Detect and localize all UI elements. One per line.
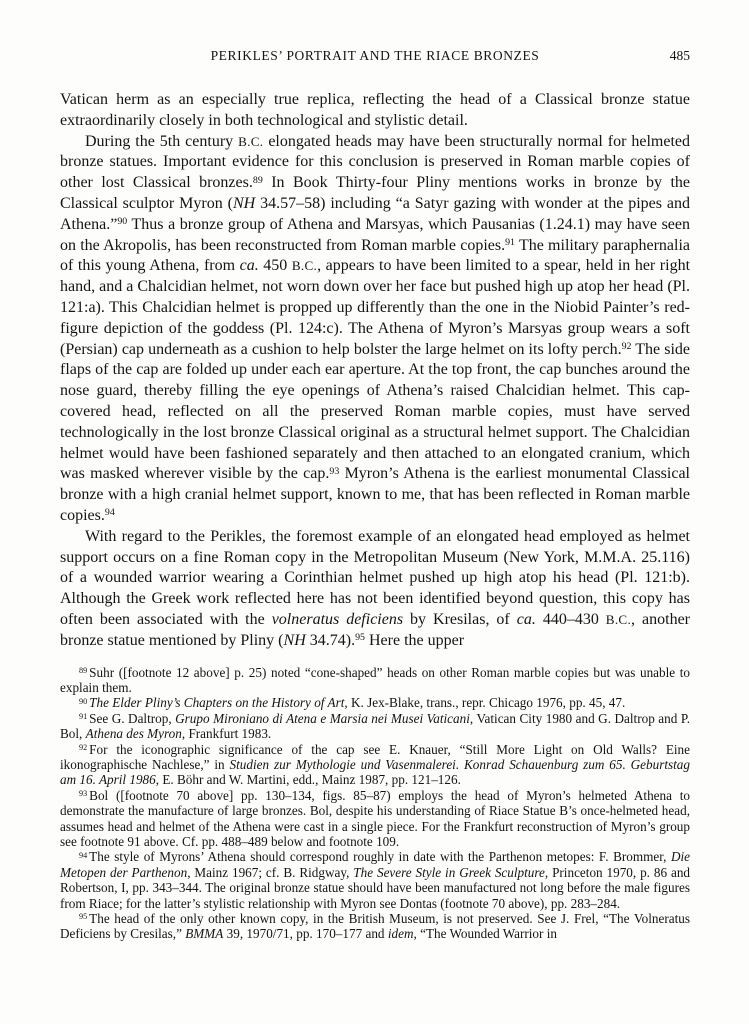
text-run: With regard to the Perikles, the foremost example of an elongated head employed as helmet support occurs on a fine Roman copy in the Metropolitan Museum (New York, M.M.A. 25.116) of a wounded warrior wearing a Corinthian helmet pushed up high atop his head (Pl. 121:b). Although the Greek work reflected here has not been identified beyond question, this copy has often been associated with the xyxy=(60,527,690,628)
body-paragraph xyxy=(60,132,690,527)
text-run: The Severe Style in Greek Sculpture xyxy=(353,864,545,880)
body-paragraph xyxy=(60,527,690,652)
body-paragraph xyxy=(60,90,690,132)
footnote-reference: 93 xyxy=(329,465,340,477)
page-number: 485 xyxy=(669,48,690,63)
text-run: ca. xyxy=(516,610,536,628)
text-run: Here the upper xyxy=(364,631,465,649)
text-run: , “The Wounded Warrior in xyxy=(413,926,557,942)
text-run: ca. xyxy=(239,257,259,275)
text-run: The military paraphernalia of this young Athena, from xyxy=(60,236,690,275)
page-header xyxy=(60,48,690,64)
footnote-reference: 95 xyxy=(355,632,365,644)
text-run: elongated heads may have been structurally normal for helmeted bronze statues. Important evidence for this conclusion is preserved in Roman marble copies of other lost Classical bronzes. xyxy=(60,132,690,192)
text-run: In Book Thirty-four Pliny mentions works in bronze by the Classical sculptor Myron ( xyxy=(60,174,690,212)
footnote-89 xyxy=(60,665,690,696)
footnote-reference: 92 xyxy=(621,341,632,353)
footnote-reference: 91 xyxy=(505,237,515,249)
footnote-reference: 90 xyxy=(117,216,128,228)
text-run: Suhr ([footnote 12 above] p. 25) noted “cone-shaped” heads on other Roman marble copies but was unable to explain them. xyxy=(60,664,690,695)
text-run: 440–430 xyxy=(535,610,606,628)
footnote-number: 90 xyxy=(79,696,88,706)
text-run: Grupo Mironiano di Atena e Marsia nei Musei Vaticani xyxy=(175,710,470,726)
text-run: , Princeton 1970, p. 86 and Robertson, I, pp. 343–344. The original bronze statue should have been manufactured not long before the male figures from Riace; for the latter’s stylistic relationship with Myron see Dontas (footnote 70 above), pp. 283–284. xyxy=(60,864,691,911)
footnote-number: 94 xyxy=(79,850,88,860)
text-run: For the iconographic significance of the cap see E. Knauer, “Still More Light on Old Walls? Eine ikonographische Nachlese,” in xyxy=(60,741,690,772)
text-run: The Elder Pliny’s Chapters on the History of Art xyxy=(89,695,345,711)
text-run: idem xyxy=(387,926,414,942)
text-run: Athena des Myron xyxy=(85,726,182,742)
text-run: Bol ([footnote 70 above] pp. 130–134, figs. 85–87) employs the head of Myron’s helmeted Athena to demonstrate the manufacture of large bronzes. Bol, despite his understanding of Riace Statue B’s once-helmeted head, assumes head and helmet of the Athena were cast in a single piece. For the Frankfurt reconstruction of Myron’s group see footnote 91 above. Cf. pp. 488–489 below and footnote 109. xyxy=(60,787,690,849)
text-run: Die Metopen der Parthenon xyxy=(60,849,690,880)
text-run: Studien zur Mythologie und Vasenmalerei. Konrad Schauenburg zum 65. Geburtstag am 16. April 1986 xyxy=(60,756,690,788)
text-run: , E. Böhr and W. Martini, edd., Mainz 1987, pp. 121–126. xyxy=(155,772,461,788)
text-run: Myron’s Athena is the earliest monumental Classical bronze with a high cranial helmet support, known to me, that has been reflected in Roman marble copies. xyxy=(60,465,690,524)
text-run: B.C. xyxy=(291,258,318,274)
text-run: B.C. xyxy=(238,133,264,149)
text-run: B.C. xyxy=(605,611,632,627)
footnote-reference: 94 xyxy=(104,507,115,519)
footnote-91 xyxy=(60,711,690,742)
text-run: NH xyxy=(283,631,306,649)
text-run: Vatican herm as an especially true replica, reflecting the head of a Classical bronze statue extraordinarily closely in both technological and stylistic detail. xyxy=(60,91,690,129)
text-run: BMMA xyxy=(185,926,224,942)
text-run: The side flaps of the cap are folded up under each ear aperture. At the top front, the cap bunches around the nose guard, thereby filling the eye openings of Athena’s raised Chalcidian helmet. This cap-covered head, reflected on all the preserved Roman marble copies, must have served technologically in the lost bronze Classical original as a structural helmet support. The Chalcidian helmet would have been fashioned separately and then attached to an elongated cranium, which was masked wherever visible by the cap. xyxy=(60,340,691,483)
footnote-93 xyxy=(60,788,690,850)
article-body xyxy=(60,90,690,652)
text-run: volneratus deficiens xyxy=(271,610,404,628)
text-run: The head of the only other known copy, in the British Museum, is not preserved. See J. Frel, “The Volneratus Deficiens by Cresilas,” xyxy=(60,911,690,942)
text-run: by Kresilas, of xyxy=(403,610,517,628)
text-run: See G. Daltrop, xyxy=(89,710,176,726)
text-run: Thus a bronze group of Athena and Marsyas, which Pausanias (1.24.1) may have seen on the Akropolis, has been reconstructed from Roman marble copies. xyxy=(60,215,690,254)
footnotes-section xyxy=(60,665,690,942)
text-run: 450 xyxy=(258,257,292,275)
text-run: NH xyxy=(232,194,256,212)
text-run: , Vatican City 1980 and G. Daltrop and P. Bol, xyxy=(60,710,691,742)
footnote-95 xyxy=(60,911,690,942)
text-run: The style of Myrons’ Athena should correspond roughly in date with the Parthenon metopes: F. Brommer, xyxy=(89,849,671,865)
text-run: , appears to have been limited to a spear, held in her right hand, and a Chalcidian helmet, not worn down over her face but pushed high up atop her head (Pl. 121:a). This Chalcidian helmet is propped up differently than the one in the Niobid Painter’s red-figure depiction of the goddess (Pl. 124:c). The Athena of Myron’s Marsyas group wears a soft (Persian) cap underneath as a cushion to help bolster the large helmet on its lofty perch. xyxy=(60,257,691,358)
text-run: , Mainz 1967; cf. B. Ridgway, xyxy=(187,864,354,880)
footnote-number: 91 xyxy=(79,712,88,722)
footnote-94 xyxy=(60,849,690,911)
footnote-number: 93 xyxy=(79,789,88,799)
text-run: 34.57–58) including “a Satyr gazing with wonder at the pipes and Athena.” xyxy=(60,194,690,233)
running-title: PERIKLES’ PORTRAIT AND THE RIACE BRONZES xyxy=(210,48,540,63)
text-run: During the 5th century xyxy=(85,132,239,150)
footnote-number: 95 xyxy=(79,912,88,922)
footnote-number: 92 xyxy=(79,742,88,752)
text-run: 39, 1970/71, pp. 170–177 and xyxy=(223,926,388,942)
text-run: , another bronze statue mentioned by Pliny ( xyxy=(60,610,690,649)
text-run: , Frankfurt 1983. xyxy=(181,726,272,742)
footnote-number: 89 xyxy=(79,665,88,675)
text-run: , K. Jex-Blake, trans., repr. Chicago 1976, pp. 45, 47. xyxy=(344,695,626,711)
footnote-92 xyxy=(60,742,690,788)
text-run: 34.74). xyxy=(305,631,356,649)
footnote-reference: 89 xyxy=(252,174,263,186)
footnote-90 xyxy=(60,695,690,710)
